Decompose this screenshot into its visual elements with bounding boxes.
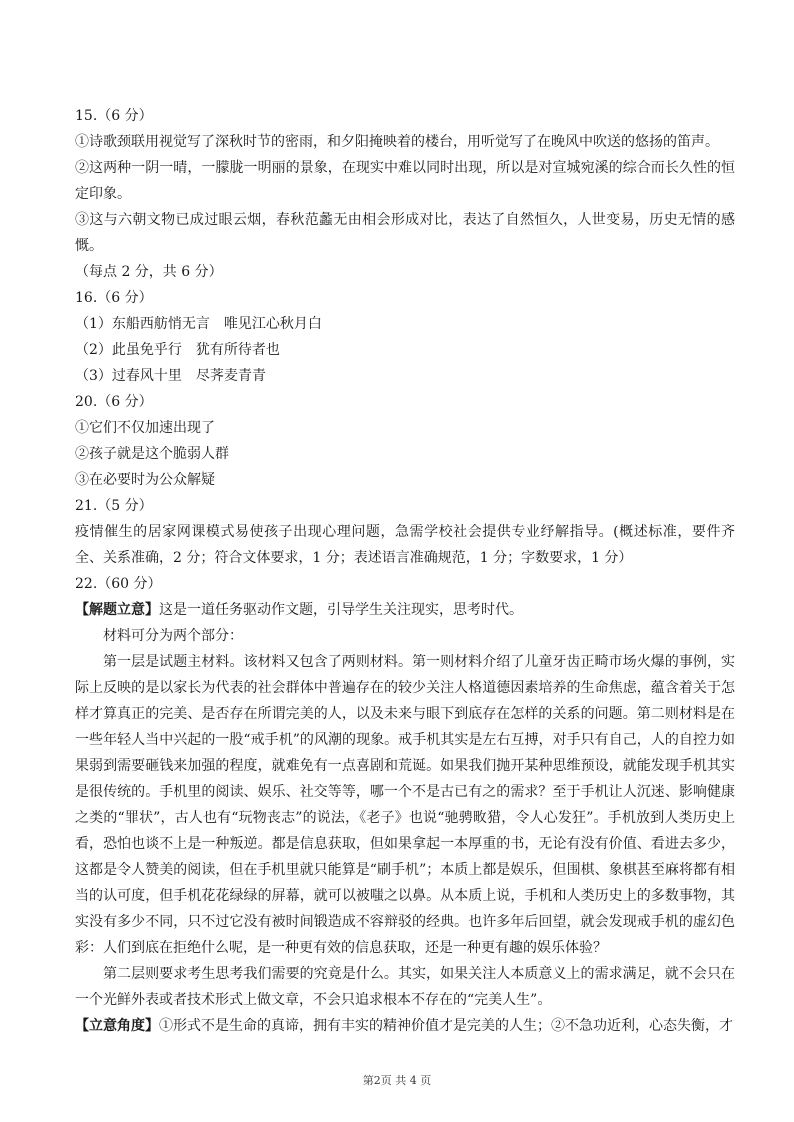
q22-material-parts: 材料可分为两个部分： — [103, 628, 243, 644]
q22-intent — [75, 597, 735, 623]
q15-point-1: ①诗歌颈联用视觉写了深秋时节的密雨，和夕阳掩映着的楼台，用听觉写了在晚风中吹送的悠扬的笛声。 — [75, 134, 719, 150]
q16-answer-2: （2）此虽免乎行 犹有所待者也 — [75, 342, 280, 358]
q15-point-2: ②这两种一阴一晴，一朦胧一明丽的景象，在现实中难以同时出现，所以是对宣城宛溪的综合而长久性的恒定印象。 — [75, 160, 735, 202]
q22-layer-2: 第二层则要求考生思考我们需要的究竟是什么。其实，如果关注人本质意义上的需求满足，就不会只在一个光鲜外表或者技术形式上做文章，不会只追求根本不存在的“完美人生”。 — [75, 966, 735, 1008]
q16-answer-3: （3）过春风十里 尽荠麦青青 — [75, 368, 266, 384]
q15-heading: 15.（6 分） — [75, 108, 153, 124]
q16-heading: 16.（6 分） — [75, 290, 153, 306]
q20-answer-1: ①它们不仅加速出现了 — [75, 420, 215, 436]
q22-angle-label: 【立意角度】 — [75, 1018, 159, 1034]
q20-answer-3: ③在必要时为公众解疑 — [75, 472, 215, 488]
q20-answer-2: ②孩子就是这个脆弱人群 — [75, 446, 229, 462]
q21-heading: 21.（5 分） — [75, 498, 153, 514]
q20-heading: 20.（6 分） — [75, 394, 153, 410]
q22-angle-text: ①形式不是生命的真谛，拥有丰实的精神价值才是完美的人生；②不急功近利，心态失衡，才 — [159, 1018, 733, 1034]
q15-point-3: ③这与六朝文物已成过眼云烟，春秋范蠡无由相会形成对比，表达了自然恒久，人世变易，历史无情的感慨。 — [75, 212, 735, 254]
q22-heading: 22.（60 分） — [75, 576, 162, 592]
answer-page — [75, 103, 735, 1039]
page-footer: 第2页 共 4 页 — [362, 1074, 432, 1087]
q21-answer: 疫情催生的居家网课模式易使孩子出现心理问题，急需学校社会提供专业纾解指导。(概述标准，要件齐全、关系准确，2 分；符合文体要求，1 分；表述语言准确规范，1 分；字数要求，1 分） — [75, 524, 735, 566]
q22-intent-text: 这是一道任务驱动作文题，引导学生关注现实，思考时代。 — [159, 602, 523, 618]
q22-layer-1: 第一层是试题主材料。该材料又包含了两则材料。第一则材料介绍了儿童牙齿正畸市场火爆的事例，实际上反映的是以家长为代表的社会群体中普遍存在的较少关注人格道德因素培养的生命焦虑，蕴含着关于怎样才算真正的完美、是否存在所谓完美的人，以及未来与眼下到底存在怎样的关系的问题。第二则材料是在一些年轻人当中兴起的一股“戒手机”的风潮的现象。戒手机其实是左右互搏，对手只有自己，人的自控力如果弱到需要砸钱来加强的程度，就难免有一点喜剧和荒诞。如果我们抛开某种思维预设，就能发现手机其实是很传统的。手机里的阅读、娱乐、社交等等，哪一个不是古已有之的需求？至于手机让人沉迷、影响健康之类的“罪状”，古人也有“玩物丧志”的说法，《老子》也说“驰骋畋猎，令人心发狂”。手机放到人类历史上看，恐怕也谈不上是一种叛逆。都是信息获取，但如果拿起一本厚重的书，无论有没有价值、看进去多少，这都是令人赞美的阅读，但在手机里就只能算是“刷手机”；本质上都是娱乐，但围棋、象棋甚至麻将都有相当的认可度，但手机花花绿绿的屏幕，就可以被嗤之以鼻。从本质上说，手机和人类历史上的多数事物，其实没有多少不同，只不过它没有被时间锻造成不容辩驳的经典。也许多年后回望，就会发现戒手机的虚幻色彩：人们到底在拒绝什么呢，是一种更有效的信息获取，还是一种更有趣的娱乐体验？ — [75, 654, 735, 956]
q22-intent-label: 【解题立意】 — [75, 602, 159, 618]
q22-angle — [75, 1013, 735, 1039]
q15-scoring-note: （每点 2 分，共 6 分） — [75, 264, 223, 280]
q16-answer-1: （1）东船西舫悄无言 唯见江心秋月白 — [75, 316, 322, 332]
